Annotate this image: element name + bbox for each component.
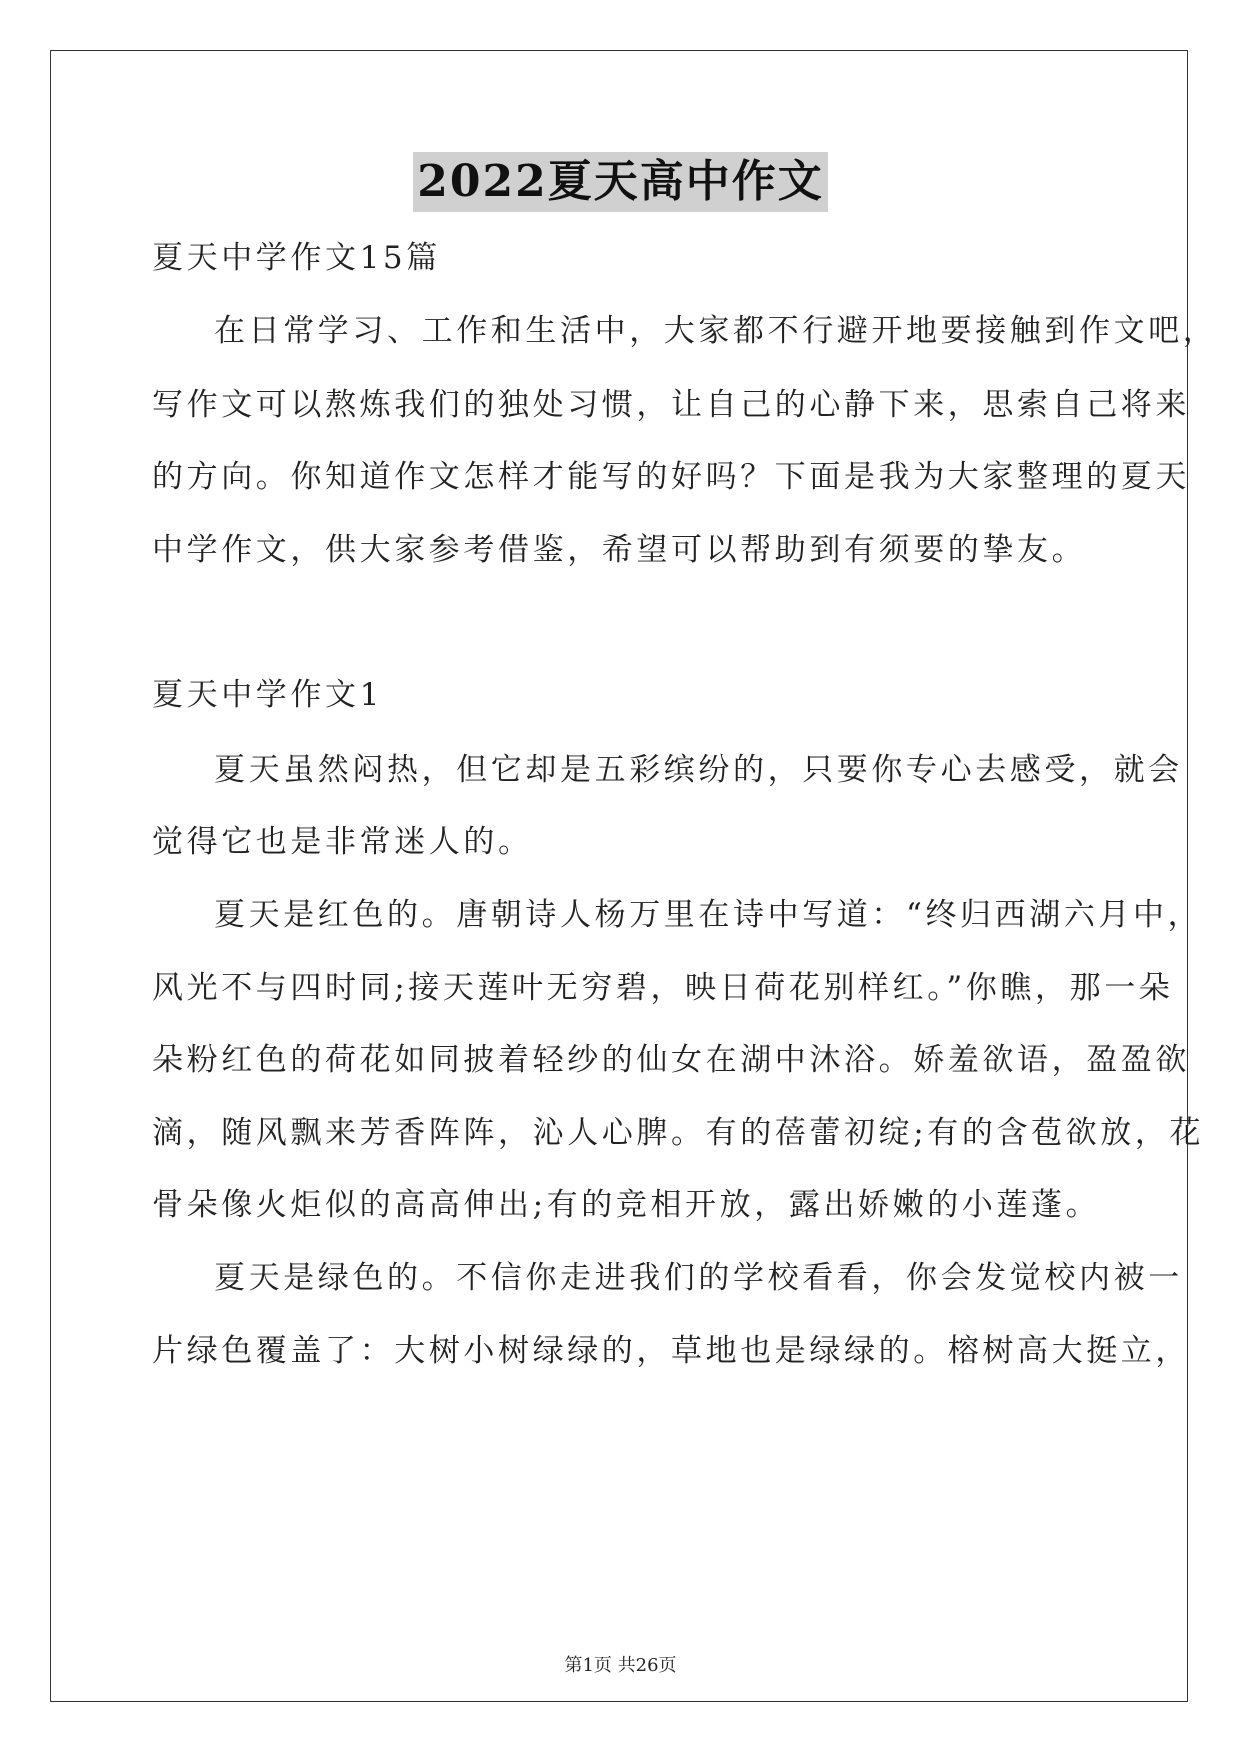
document-title: 2022夏天高中作文	[413, 152, 827, 212]
paragraph-line: 片绿色覆盖了：大树小树绿绿的，草地也是绿绿的。榕树高大挺立，	[152, 1333, 1190, 1369]
paragraph-line: 夏天虽然闷热，但它却是五彩缤纷的，只要你专心去感受，就会	[214, 752, 1183, 788]
paragraph-line: 骨朵像火炬似的高高伸出;有的竞相开放，露出娇嫩的小莲蓬。	[152, 1187, 1101, 1223]
paragraph-line: 风光不与四时同;接天莲叶无穷碧，映日荷花别样红。”你瞧，那一朵	[152, 970, 1174, 1006]
page-border	[50, 50, 1188, 1702]
title-container	[0, 152, 1241, 212]
intro-line: 的方向。你知道作文怎样才能写的好吗？下面是我为大家整理的夏天	[152, 459, 1190, 495]
section-heading: 夏天中学作文1	[152, 677, 383, 713]
paragraph-line: 夏天是绿色的。不信你走进我们的学校看看，你会发觉校内被一	[214, 1260, 1183, 1296]
intro-line: 写作文可以熬炼我们的独处习惯，让自己的心静下来，思索自己将来	[152, 387, 1190, 423]
page-footer: 第1页 共26页	[564, 1655, 677, 1676]
paragraph-line: 觉得它也是非常迷人的。	[152, 824, 533, 860]
paragraph-line: 夏天是红色的。唐朝诗人杨万里在诗中写道：“终归西湖六月中，	[214, 897, 1203, 933]
intro-line: 在日常学习、工作和生活中，大家都不行避开地要接触到作文吧，	[214, 313, 1218, 349]
paragraph-line: 滴，随风飘来芳香阵阵，沁人心脾。有的蓓蕾初绽;有的含苞欲放，花	[152, 1115, 1205, 1151]
intro-line: 中学作文，供大家参考借鉴，希望可以帮助到有须要的挚友。	[152, 532, 1087, 568]
paragraph-line: 朵粉红色的荷花如同披着轻纱的仙女在湖中沐浴。娇羞欲语，盈盈欲	[152, 1042, 1190, 1078]
subtitle: 夏天中学作文15篇	[152, 240, 441, 276]
